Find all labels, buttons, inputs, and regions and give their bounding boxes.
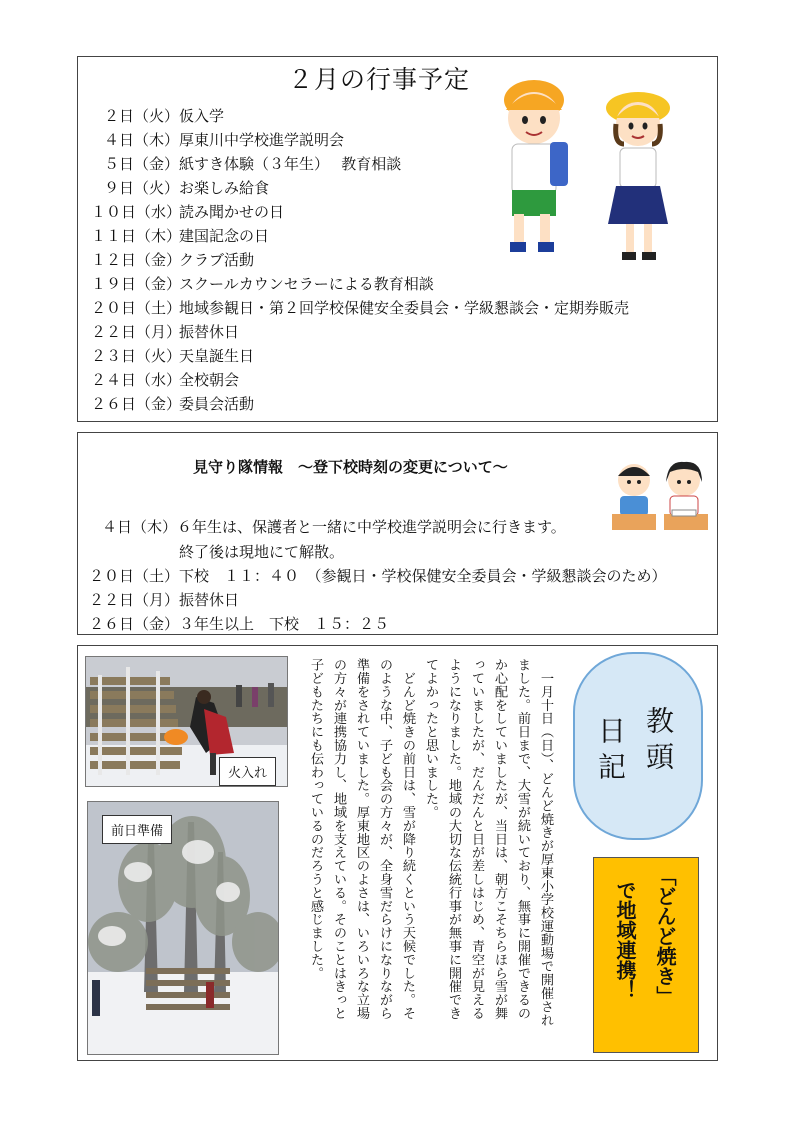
event-date: １９日（金） <box>91 275 182 293</box>
diary-text-column: のような中、子ども会の方々が、全身雪だらけになりながら <box>377 658 392 1020</box>
watch-title: 見守り隊情報 ～登下校時刻の変更について～ <box>193 458 508 476</box>
diary-text-column: っていましたが、だんだんと日が差しはじめ、青空が見える <box>469 658 484 1020</box>
callout-box <box>593 857 699 1053</box>
event-text: 委員会活動 <box>179 395 255 413</box>
event-text: 全校朝会 <box>179 371 240 389</box>
event-date: ２日（火） <box>103 107 179 125</box>
event-item <box>91 344 629 368</box>
callout-text: 「どんど焼き」 <box>653 866 677 1006</box>
event-item <box>91 272 629 296</box>
diary-text-column: 一月十日（日）、どんど焼きが厚東小学校運動場で開催され <box>538 658 553 1027</box>
event-date: ２６日（金） <box>91 395 182 413</box>
event-date: １２日（金） <box>91 251 182 269</box>
event-item <box>91 296 629 320</box>
event-item <box>91 392 629 416</box>
diary-text-column: の方々が連携協力し、地域を支えている。そのことはきっと <box>331 658 346 1020</box>
callout-text: で地域連携！ <box>613 880 637 1000</box>
event-date: ２３日（火） <box>91 347 182 365</box>
photo2-caption: 前日準備 <box>102 815 172 844</box>
diary-text-column: ました。前日まで、大雪が続いており、無事に開催できるの <box>515 658 530 1020</box>
event-text: 読み聞かせの日 <box>179 203 285 221</box>
diary-text-column: ようになりました。地域の大切な伝統行事が無事に開催でき <box>446 658 461 1020</box>
watch-line: ２２日（月）振替休日 <box>89 591 240 609</box>
event-date: ２２日（月） <box>91 323 182 341</box>
event-text: 建国記念の日 <box>179 227 270 245</box>
event-date: ２０日（土） <box>91 299 182 317</box>
diary-text-column: か心配をしていましたが、当日は、朝方こそちらほら雪が舞 <box>492 658 507 1020</box>
event-date: １０日（水） <box>91 203 182 221</box>
watch-line: ４日（木）６年生は、保護者と一緒に中学校進学説明会に行きます。 <box>102 518 566 536</box>
event-text: 仮入学 <box>179 107 225 125</box>
diary-text-column: てよかったと思いました。 <box>423 658 438 819</box>
diary-text-column: どんど焼きの前日は、雪が降り続くという天候でした。そ <box>400 658 415 1020</box>
event-date: ９日（火） <box>103 179 179 197</box>
watch-line: 終了後は現地にて解散。 <box>179 543 345 561</box>
watch-line: ２０日（土）下校 １１：４０ （参観日・学校保健安全委員会・学級懇談会のため） <box>89 567 667 585</box>
event-text: 厚東川中学校進学説明会 <box>179 131 345 149</box>
photo1-caption: 火入れ <box>219 757 276 786</box>
diary-heading: 教頭 <box>642 706 675 778</box>
diary-text-column: 子どもたちにも伝わっているのだろうと感じました。 <box>308 658 323 980</box>
event-date: １１日（木） <box>91 227 182 245</box>
event-text: 振替休日 <box>179 323 240 341</box>
event-text: 地域参観日・第２回学校保健安全委員会・学級懇談会・定期券販売 <box>179 299 630 317</box>
event-text: 紙すき体験（３年生） 教育相談 <box>179 155 402 173</box>
event-item <box>91 368 629 392</box>
event-date: ４日（木） <box>103 131 179 149</box>
event-text: スクールカウンセラーによる教育相談 <box>179 275 434 293</box>
events-title: ２月の行事予定 <box>288 65 471 94</box>
event-text: クラブ活動 <box>179 251 255 269</box>
watch-line: ２６日（金）３年生以上 下校 １５：２５ <box>89 615 390 633</box>
event-item <box>91 320 629 344</box>
students-studying-illustration <box>608 458 712 538</box>
diary-text-column: 準備をされていました。厚東地区のよさは、いろいろな立場 <box>354 658 369 1020</box>
event-date: ２４日（水） <box>91 371 182 389</box>
event-text: お楽しみ給食 <box>179 179 270 197</box>
students-walking-illustration <box>492 74 682 266</box>
diary-heading: 日記 <box>594 716 627 788</box>
event-text: 天皇誕生日 <box>179 347 255 365</box>
event-date: ５日（金） <box>103 155 179 173</box>
